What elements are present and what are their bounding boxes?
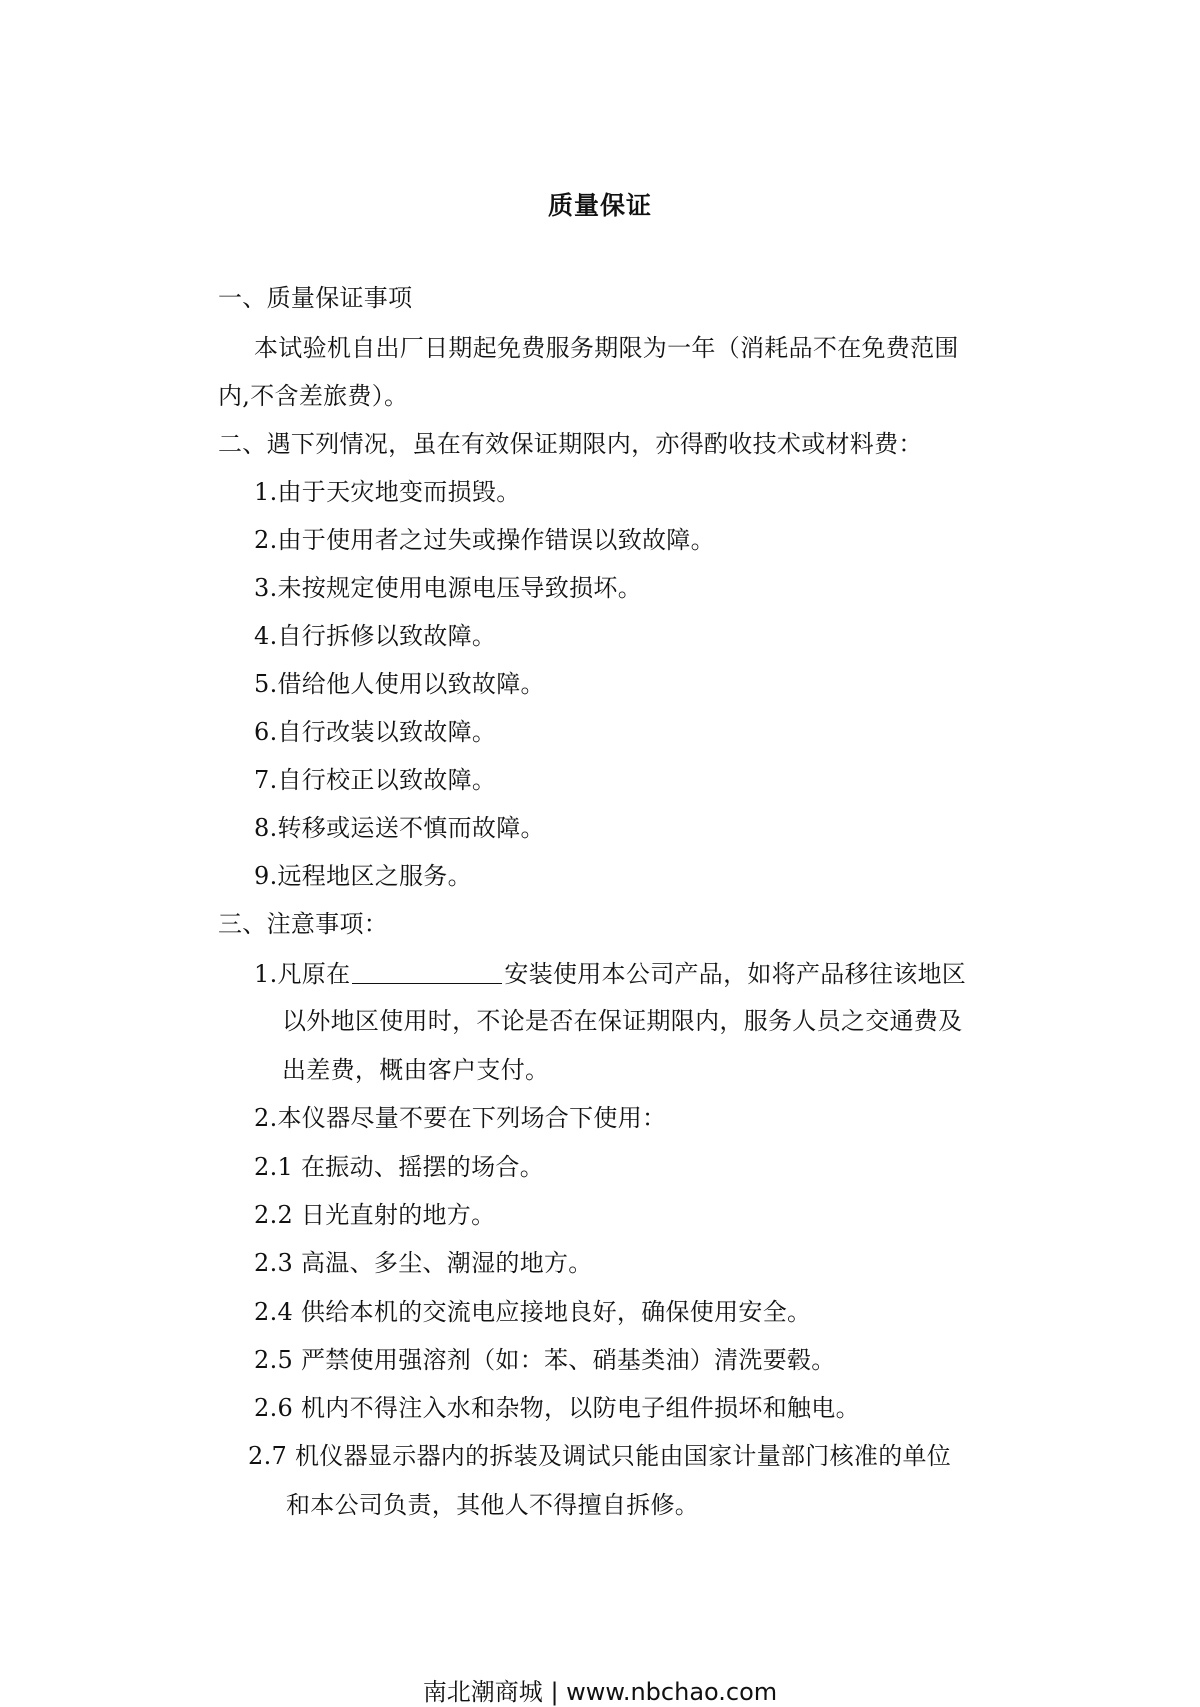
section3-heading: 三、注意事项： [218, 910, 389, 938]
document-title: 质量保证 [547, 191, 652, 220]
note2-subitem-2-7-line1: 2.7 机仪器显示器内的拆装及调试只能由国家计量部门核准的单位 [248, 1442, 952, 1470]
section2-item: 4.自行拆修以致故障。 [254, 622, 497, 650]
section2-item: 8.转移或运送不慎而故障。 [254, 814, 545, 842]
note1-prefix: 1.凡原在 [254, 960, 351, 988]
note1-line2: 以外地区使用时，不论是否在保证期限内，服务人员之交通费及 [282, 1007, 963, 1035]
section2-item: 6.自行改装以致故障。 [254, 718, 497, 746]
footer-watermark: 南北潮商城 | www.nbchao.com [422, 1678, 778, 1706]
note1-line3: 出差费，概由客户支付。 [282, 1056, 550, 1084]
fill-in-blank [352, 957, 502, 984]
note2-subitem: 2.5 严禁使用强溶剂（如：苯、硝基类油）清洗要毂。 [254, 1346, 836, 1374]
note2-subitem: 2.1 在振动、摇摆的场合。 [254, 1153, 544, 1181]
section2-item: 1.由于天灾地变而损毁。 [254, 478, 521, 506]
section1-heading: 一、质量保证事项 [218, 284, 413, 312]
section2-item: 3.未按规定使用电源电压导致损坏。 [254, 574, 642, 602]
note2-subitem: 2.4 供给本机的交流电应接地良好，确保使用安全。 [254, 1298, 812, 1326]
note2-subitem-2-7-line2: 和本公司负责，其他人不得擅自拆修。 [286, 1491, 700, 1519]
section2-item: 7.自行校正以致故障。 [254, 766, 497, 794]
note1-line1 [254, 957, 966, 989]
section2-item: 2.由于使用者之过失或操作错误以致故障。 [254, 526, 715, 554]
section1-para-line2: 内,不含差旅费）。 [218, 382, 409, 410]
note2: 2.本仪器尽量不要在下列场合下使用： [254, 1104, 667, 1132]
section2-item: 9.远程地区之服务。 [254, 862, 472, 890]
note2-subitem: 2.3 高温、多尘、潮湿的地方。 [254, 1249, 593, 1277]
section1-para-line1: 本试验机自出厂日期起免费服务期限为一年（消耗品不在免费范围 [254, 334, 959, 362]
section2-item: 5.借给他人使用以致故障。 [254, 670, 545, 698]
note2-subitem: 2.2 日光直射的地方。 [254, 1201, 496, 1229]
note1-suffix: 安装使用本公司产品，如将产品移往该地区 [504, 960, 967, 988]
section2-heading: 二、遇下列情况，虽在有效保证期限内，亦得酌收技术或材料费： [218, 430, 923, 458]
note2-subitem: 2.6 机内不得注入水和杂物，以防电子组件损坏和触电。 [254, 1394, 860, 1422]
